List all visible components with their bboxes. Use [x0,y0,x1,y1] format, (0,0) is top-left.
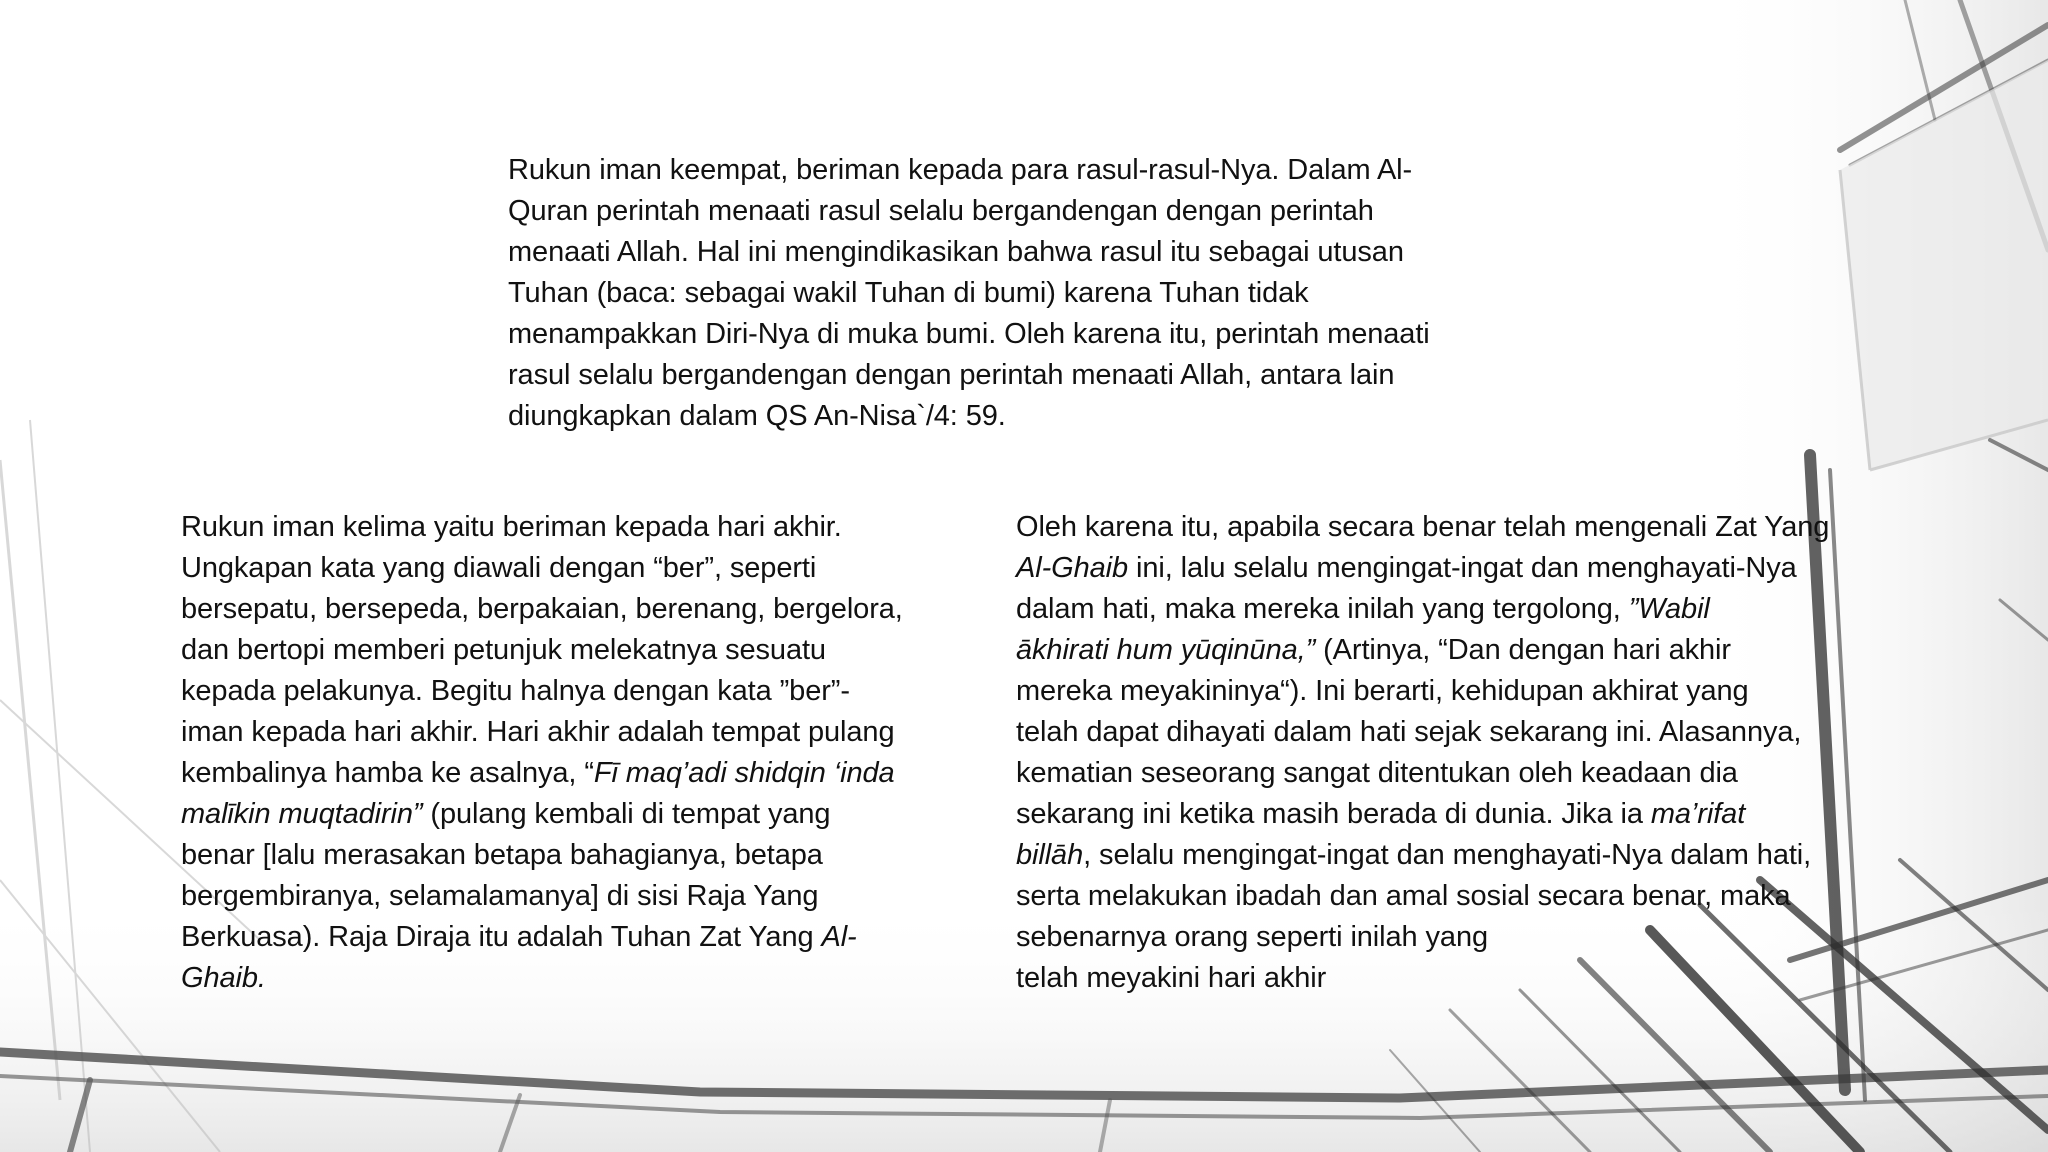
text-line [508,150,1528,191]
text-run: benar [lalu merasakan betapa bahagianya, betapa [181,839,823,871]
italic-text-run: malīkin muqtadirin” [181,798,423,830]
text-run: mereka meyakininya“). Ini berarti, kehidupan akhirat yang [1016,675,1749,707]
text-run: bergembiranya, selamalamanya] di sisi Raja Yang [181,880,819,912]
text-run: rasul selalu bergandengan dengan perintah menaati Allah, antara lain [508,359,1395,391]
text-run: telah dapat dihayati dalam hati sejak sekarang ini. Alasannya, [1016,716,1802,748]
text-run: kembalinya hamba ke asalnya, “ [181,757,594,789]
text-run: (Artinya, “Dan dengan hari akhir [1315,634,1731,666]
text-run: ini, lalu selalu mengingat-ingat dan menghayati-Nya [1128,552,1797,584]
text-line [1016,507,2016,548]
text-line [181,548,981,589]
text-line [508,396,1528,437]
italic-text-run: ākhirati hum yūqinūna,” [1016,634,1316,666]
text-run: menaati Allah. Hal ini mengindikasikan bahwa rasul itu sebagai utusan [508,236,1404,268]
text-line [1016,794,2016,835]
text-line [181,507,981,548]
text-run: Tuhan (baca: sebagai wakil Tuhan di bumi) karena Tuhan tidak [508,277,1309,309]
text-line [181,835,981,876]
text-run: diungkapkan dalam QS An-Nisa`/4: 59. [508,400,1006,432]
text-run: Rukun iman keempat, beriman kepada para rasul-rasul-Nya. Dalam Al- [508,154,1413,186]
text-run: Berkuasa). Raja Diraja itu adalah Tuhan Zat Yang [181,921,822,953]
text-line [181,630,981,671]
text-run: serta melakukan ibadah dan amal sosial secara benar, maka [1016,880,1791,912]
text-run: Rukun iman kelima yaitu beriman kepada hari akhir. [181,511,842,543]
text-run: kematian seseorang sangat ditentukan oleh keadaan dia [1016,757,1738,789]
paragraph-yakin-akhirat [1016,507,2016,999]
text-run: dalam hati, maka mereka inilah yang tergolong, [1016,593,1629,625]
text-line [1016,753,2016,794]
text-run: (pulang kembali di tempat yang [422,798,831,830]
italic-text-run: Al- [821,921,857,953]
text-line [1016,917,2016,958]
text-line [1016,712,2016,753]
paragraph-hari-akhir [181,507,981,999]
text-run: Quran perintah menaati rasul selalu bergandengan dengan perintah [508,195,1374,227]
text-line [181,794,981,835]
text-line [508,273,1528,314]
italic-text-run: billāh [1016,839,1084,871]
text-line [1016,958,2016,999]
text-line [181,958,981,999]
text-line [181,917,981,958]
text-run: sebenarnya orang seperti inilah yang [1016,921,1488,953]
text-line [181,712,981,753]
text-line [181,876,981,917]
text-run: bersepatu, bersepeda, berpakaian, berenang, bergelora, [181,593,903,625]
paragraph-rasul [508,150,1528,437]
text-line [1016,876,2016,917]
text-line [1016,630,2016,671]
text-run: telah meyakini hari akhir [1016,962,1327,994]
text-run: iman kepada hari akhir. Hari akhir adalah tempat pulang [181,716,895,748]
italic-text-run: Ghaib. [181,962,266,994]
text-run: sekarang ini ketika masih berada di dunia. Jika ia [1016,798,1651,830]
text-line [508,355,1528,396]
text-line [181,671,981,712]
text-run: dan bertopi memberi petunjuk melekatnya sesuatu [181,634,826,666]
text-line [1016,835,2016,876]
italic-text-run: ”Wabil [1628,593,1710,625]
text-run: Ungkapan kata yang diawali dengan “ber”, seperti [181,552,817,584]
text-run: Oleh karena itu, apabila secara benar telah mengenali Zat Yang [1016,511,1830,543]
text-line [1016,548,2016,589]
text-line [1016,589,2016,630]
italic-text-run: Al-Ghaib [1016,552,1129,584]
text-line [508,314,1528,355]
text-run: menampakkan Diri-Nya di muka bumi. Oleh karena itu, perintah menaati [508,318,1430,350]
italic-text-run: Fī maq’adi shidqin ‘inda [593,757,895,789]
text-line [508,191,1528,232]
text-run: , selalu mengingat-ingat dan menghayati-Nya dalam hati, [1083,839,1812,871]
italic-text-run: ma’rifat [1650,798,1746,830]
text-line [1016,671,2016,712]
text-line [508,232,1528,273]
text-run: kepada pelakunya. Begitu halnya dengan kata ”ber”- [181,675,850,707]
text-line [181,753,981,794]
text-line [181,589,981,630]
